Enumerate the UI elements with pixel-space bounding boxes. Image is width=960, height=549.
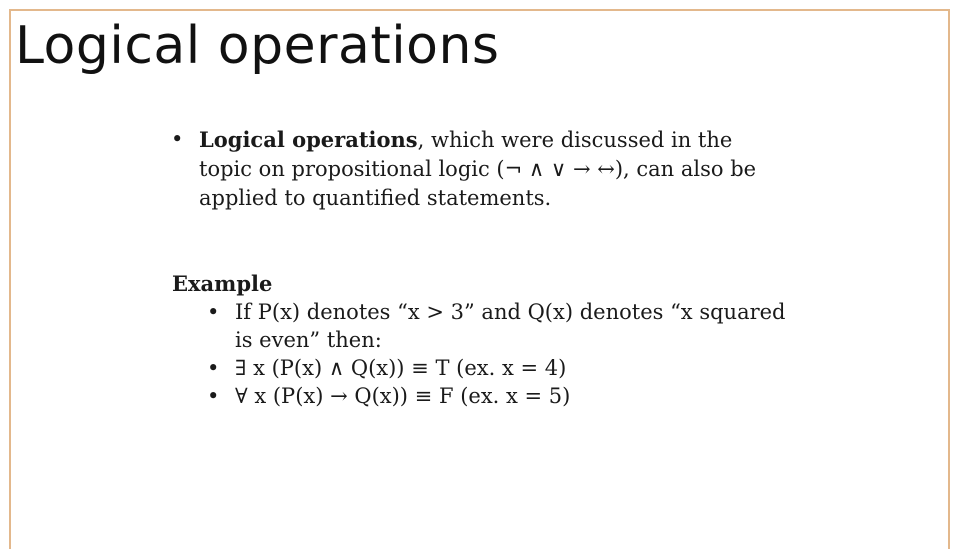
example-item-3 [172,382,812,410]
bullet-dot-icon: • [207,356,220,380]
example-item-1-line1: If P(x) denotes “x > 3” and Q(x) denotes “x squared [235,300,786,324]
intro-text-line1: , which were discussed in the [417,128,733,152]
intro-text-line3: applied to quantified statements. [199,186,552,210]
bullet-dot-icon: • [207,384,220,408]
example-item-1-line2: is even” then: [235,328,382,352]
example-item-3-line1: ∀ x (P(x) → Q(x)) ≡ F (ex. x = 5) [235,384,571,408]
intro-bullet-row [171,125,811,213]
intro-bold-lead: Logical operations [199,127,418,152]
example-item-1 [172,298,812,354]
example-heading: Example [172,271,273,296]
intro-bullet [171,125,811,213]
bullet-dot-icon: • [171,127,184,151]
example-list [172,298,812,410]
intro-text-line2: topic on propositional logic (¬ ∧ ∨ → ↔), can also be [199,157,757,181]
bullet-dot-icon: • [207,300,220,324]
slide-title: Logical operations [15,16,500,76]
example-item-2-line1: ∃ x (P(x) ∧ Q(x)) ≡ T (ex. x = 4) [235,356,567,380]
example-block [172,270,812,410]
example-item-2 [172,354,812,382]
